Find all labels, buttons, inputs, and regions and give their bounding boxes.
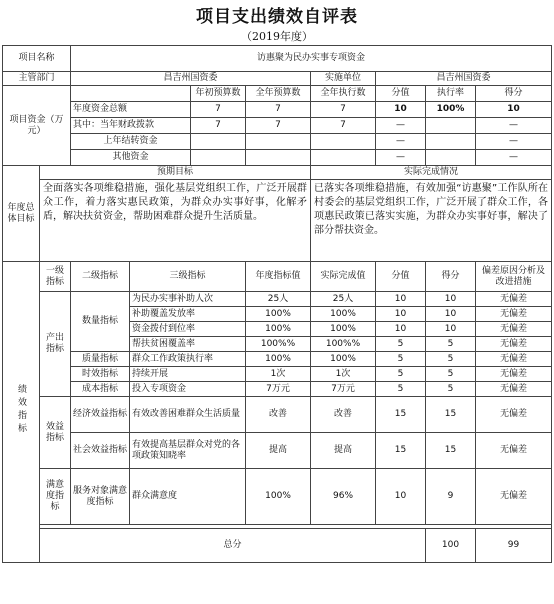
perf-level3: 持续开展 (130, 367, 246, 382)
perf-reason: 无偏差 (476, 433, 552, 469)
table-row (3, 292, 552, 307)
perf-actual: 改善 (311, 397, 376, 433)
perf-actual: 1次 (311, 367, 376, 382)
perf-got: 9 (426, 469, 476, 525)
funds-cell (246, 150, 311, 166)
project-name-label: 项目名称 (3, 46, 71, 72)
perf-header-row (3, 262, 552, 292)
funds-cell: — (476, 118, 552, 134)
funds-row-current (3, 118, 552, 134)
perf-reason: 无偏差 (476, 307, 552, 322)
perf-level3: 投入专项资金 (130, 382, 246, 397)
dept-value: 昌吉州国资委 (71, 72, 311, 86)
funds-row-label: 其中：当年财政拨款 (71, 118, 191, 134)
funds-header-executed: 全年执行数 (311, 86, 376, 102)
perf-reason: 无偏差 (476, 352, 552, 367)
perf-header-level1: 一级指标 (40, 262, 71, 292)
perf-target: 25人 (246, 292, 311, 307)
perf-reason: 无偏差 (476, 382, 552, 397)
funds-cell (191, 150, 246, 166)
funds-header-blank (71, 86, 191, 102)
perf-actual: 25人 (311, 292, 376, 307)
funds-cell: 10 (376, 102, 426, 118)
perf-target: 100% (246, 469, 311, 525)
perf-reason: 无偏差 (476, 367, 552, 382)
perf-header-score: 分值 (376, 262, 426, 292)
funds-header-row (3, 86, 552, 102)
total-score: 100 (426, 529, 476, 563)
perf-reason: 无偏差 (476, 292, 552, 307)
perf-got: 15 (426, 397, 476, 433)
table-row (3, 469, 552, 525)
perf-level3: 有效改善困难群众生活质量 (130, 397, 246, 433)
perf-header-target: 年度指标值 (246, 262, 311, 292)
dept-row (3, 72, 552, 86)
total-got: 99 (476, 529, 552, 563)
funds-cell: — (476, 134, 552, 150)
table-row (3, 397, 552, 433)
funds-row-label: 其他资金 (71, 150, 191, 166)
perf-level3: 群众工作政策执行率 (130, 352, 246, 367)
perf-score: 10 (376, 307, 426, 322)
funds-header-rate: 执行率 (426, 86, 476, 102)
perf-header-level3: 三级指标 (130, 262, 246, 292)
table-row (3, 367, 552, 382)
project-name-row (3, 46, 552, 72)
perf-level1: 产出指标 (40, 292, 71, 397)
goals-header-row (3, 166, 552, 180)
impl-label: 实施单位 (311, 72, 376, 86)
funds-cell: — (476, 150, 552, 166)
perf-score: 5 (376, 352, 426, 367)
funds-cell (311, 150, 376, 166)
funds-cell (311, 134, 376, 150)
dept-label: 主管部门 (3, 72, 71, 86)
goals-actual-text: 已落实各项维稳措施，有效加强“访惠聚”工作队所在村委会的基层党组织工作，广泛开展了群众工作，各项惠民政策已落实实施，为群众办实事好事，解决了部分帮扶资金。 (311, 180, 552, 262)
page-subtitle: （2019年度） (241, 30, 313, 43)
perf-level1: 效益指标 (40, 397, 71, 469)
perf-level3: 为民办实事补助人次 (130, 292, 246, 307)
funds-cell: 7 (191, 118, 246, 134)
perf-level3: 有效提高基层群众对党的各项政策知晓率 (130, 433, 246, 469)
perf-score: 15 (376, 397, 426, 433)
funds-cell (426, 134, 476, 150)
perf-reason: 无偏差 (476, 322, 552, 337)
funds-cell: 7 (246, 102, 311, 118)
perf-got: 10 (426, 307, 476, 322)
table-row (3, 382, 552, 397)
goals-actual-label: 实际完成情况 (311, 166, 552, 180)
funds-row-other (3, 150, 552, 166)
perf-label: 绩效指标 (3, 262, 40, 563)
perf-target: 提高 (246, 433, 311, 469)
perf-score: 10 (376, 322, 426, 337)
perf-target: 100% (246, 322, 311, 337)
page-title: 项目支出绩效自评表 (196, 7, 358, 27)
perf-actual: 提高 (311, 433, 376, 469)
funds-cell (246, 134, 311, 150)
perf-actual: 96% (311, 469, 376, 525)
goals-content-row (3, 180, 552, 262)
perf-target: 100%% (246, 337, 311, 352)
funds-cell (426, 150, 476, 166)
funds-row-carryover (3, 134, 552, 150)
perf-got: 10 (426, 322, 476, 337)
table-row (3, 433, 552, 469)
perf-actual: 100% (311, 307, 376, 322)
perf-reason: 无偏差 (476, 337, 552, 352)
perf-reason: 无偏差 (476, 397, 552, 433)
perf-header-level2: 二级指标 (71, 262, 130, 292)
impl-value: 昌吉州国资委 (376, 72, 552, 86)
funds-cell: — (376, 118, 426, 134)
perf-level2: 数量指标 (71, 292, 130, 352)
perf-actual: 100%% (311, 337, 376, 352)
perf-score: 5 (376, 337, 426, 352)
funds-cell: 100% (426, 102, 476, 118)
perf-level2: 社会效益指标 (71, 433, 130, 469)
perf-level2: 质量指标 (71, 352, 130, 367)
perf-score: 10 (376, 469, 426, 525)
perf-level3: 资金拨付到位率 (130, 322, 246, 337)
funds-row-total (3, 102, 552, 118)
goals-expected-text: 全面落实各项维稳措施，强化基层党组织工作，广泛开展群众工作，着力落实惠民政策，为群众办实事好事，化解矛盾，解决扶贫资金，帮助困难群众提升生活质量。 (40, 180, 311, 262)
perf-got: 15 (426, 433, 476, 469)
perf-target: 改善 (246, 397, 311, 433)
funds-cell: 7 (311, 102, 376, 118)
perf-score: 5 (376, 382, 426, 397)
perf-got: 5 (426, 382, 476, 397)
funds-cell: 7 (191, 102, 246, 118)
funds-header-got: 得分 (476, 86, 552, 102)
perf-score: 15 (376, 433, 426, 469)
perf-level3: 帮扶贫困覆盖率 (130, 337, 246, 352)
goals-label: 年度总体目标 (3, 166, 40, 262)
table-row (3, 352, 552, 367)
perf-target: 1次 (246, 367, 311, 382)
self-evaluation-table (2, 45, 552, 563)
perf-got: 10 (426, 292, 476, 307)
perf-actual: 100% (311, 322, 376, 337)
perf-level3: 群众满意度 (130, 469, 246, 525)
perf-header-actual: 实际完成值 (311, 262, 376, 292)
funds-row-label: 上年结转资金 (71, 134, 191, 150)
perf-actual: 100% (311, 352, 376, 367)
perf-got: 5 (426, 337, 476, 352)
total-row (3, 529, 552, 563)
perf-got: 5 (426, 352, 476, 367)
perf-got: 5 (426, 367, 476, 382)
funds-cell (426, 118, 476, 134)
perf-target: 100% (246, 352, 311, 367)
funds-cell: 10 (476, 102, 552, 118)
perf-score: 5 (376, 367, 426, 382)
total-label: 总分 (40, 529, 426, 563)
funds-cell: — (376, 150, 426, 166)
perf-level2: 经济效益指标 (71, 397, 130, 433)
perf-level1: 满意度指标 (40, 469, 71, 525)
funds-header-score: 分值 (376, 86, 426, 102)
perf-score: 10 (376, 292, 426, 307)
perf-header-reason: 偏差原因分析及改进措施 (476, 262, 552, 292)
funds-header-annual: 全年预算数 (246, 86, 311, 102)
funds-cell: — (376, 134, 426, 150)
funds-cell: 7 (311, 118, 376, 134)
funds-cell (191, 134, 246, 150)
perf-actual: 7万元 (311, 382, 376, 397)
funds-header-initial: 年初预算数 (191, 86, 246, 102)
goals-expected-label: 预期目标 (40, 166, 311, 180)
perf-level2: 时效指标 (71, 367, 130, 382)
funds-label: 项目资金（万元） (3, 86, 71, 166)
perf-level2: 服务对象满意度指标 (71, 469, 130, 525)
funds-row-label: 年度资金总额 (71, 102, 191, 118)
project-name-value: 访惠聚为民办实事专项资金 (71, 46, 552, 72)
funds-cell: 7 (246, 118, 311, 134)
perf-reason: 无偏差 (476, 469, 552, 525)
perf-header-got: 得分 (426, 262, 476, 292)
perf-target: 7万元 (246, 382, 311, 397)
perf-level2: 成本指标 (71, 382, 130, 397)
perf-target: 100% (246, 307, 311, 322)
perf-level3: 补助覆盖发放率 (130, 307, 246, 322)
